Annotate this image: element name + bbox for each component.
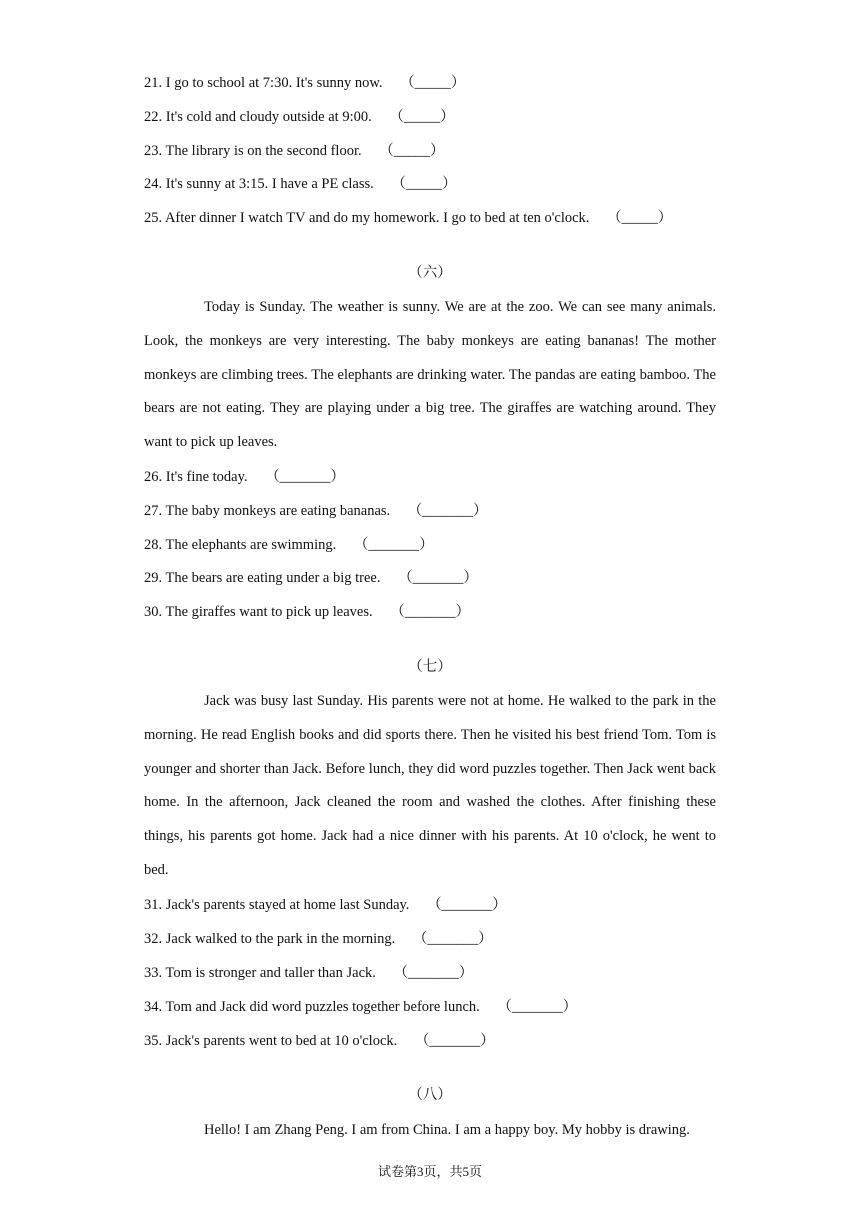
question-number: 21. <box>144 75 163 91</box>
question-number: 34. <box>144 999 163 1015</box>
question-text: Tom and Jack did word puzzles together before lunch. <box>165 999 480 1015</box>
question-number: 28. <box>144 537 163 553</box>
question-number: 22. <box>144 109 163 125</box>
section-title: （八） <box>408 1087 452 1103</box>
question-number: 27. <box>144 503 163 519</box>
answer-blank[interactable]: （_____） <box>400 75 466 91</box>
question-text: It's fine today. <box>165 469 248 485</box>
page-footer: 试卷第3页，共5页 <box>377 1164 482 1179</box>
question-35 <box>144 1031 495 1051</box>
question-text: The baby monkeys are eating bananas. <box>165 503 391 519</box>
question-text: The elephants are swimming. <box>165 537 337 553</box>
reading-passage: Today is Sunday. The weather is sunny. We are at the zoo. We can see many animals. Look, the monkeys are very interesting. The baby monkeys are eating bananas! The mother monkeys are climbing trees. The elephants are drinking water. The pandas are eating bamboo. The bears are not eating. They are playing under a big tree. The giraffes are watching around. They want to pick up leaves. <box>144 299 716 451</box>
answer-blank[interactable]: （_______） <box>265 469 345 485</box>
answer-blank[interactable]: （_______） <box>427 897 507 913</box>
question-number: 26. <box>144 469 163 485</box>
question-30 <box>144 602 470 622</box>
answer-blank[interactable]: （_____） <box>379 143 445 159</box>
question-27 <box>144 501 488 521</box>
question-text: The bears are eating under a big tree. <box>165 570 381 586</box>
question-text: Jack's parents stayed at home last Sunday. <box>165 897 410 913</box>
answer-blank[interactable]: （_____） <box>389 109 455 125</box>
question-number: 30. <box>144 604 163 620</box>
question-34 <box>144 997 577 1017</box>
question-number: 35. <box>144 1033 163 1049</box>
question-28 <box>144 535 434 555</box>
question-26 <box>144 467 345 487</box>
answer-blank[interactable]: （_______） <box>398 570 478 586</box>
question-number: 33. <box>144 965 163 981</box>
question-text: After dinner I watch TV and do my homework. I go to bed at ten o'clock. <box>164 210 590 226</box>
question-text: It's sunny at 3:15. I have a PE class. <box>165 176 374 192</box>
answer-blank[interactable]: （_______） <box>497 999 578 1015</box>
section-title: （六） <box>408 265 452 281</box>
question-number: 31. <box>144 897 163 913</box>
answer-blank[interactable]: （_____） <box>607 210 673 226</box>
reading-passage: Jack was busy last Sunday. His parents were not at home. He walked to the park in the morning. He read English books and did sports there. Then he visited his best friend Tom. Tom is younger and shorter than Jack. Before lunch, they did word puzzles together. Then Jack went back home. In the afternoon, Jack cleaned the room and washed the clothes. After finishing these things, his parents got home. Jack had a nice dinner with his parents. At 10 o'clock, he went to bed. <box>144 693 716 878</box>
question-23 <box>144 141 444 161</box>
section-title: （七） <box>408 659 452 675</box>
question-24 <box>144 174 457 194</box>
question-number: 24. <box>144 176 163 192</box>
question-21 <box>144 73 465 93</box>
question-number: 25. <box>144 210 163 226</box>
question-29 <box>144 568 478 588</box>
question-text: It's cold and cloudy outside at 9:00. <box>165 109 372 125</box>
answer-blank[interactable]: （_______） <box>353 537 434 553</box>
answer-blank[interactable]: （_______） <box>412 931 493 947</box>
question-25 <box>144 208 672 228</box>
answer-blank[interactable]: （_______） <box>414 1033 495 1049</box>
question-text: Jack's parents went to bed at 10 o'clock. <box>165 1033 398 1049</box>
answer-blank[interactable]: （_______） <box>393 965 474 981</box>
question-text: The giraffes want to pick up leaves. <box>165 604 373 620</box>
question-text: Jack walked to the park in the morning. <box>165 931 396 947</box>
question-number: 29. <box>144 570 163 586</box>
answer-blank[interactable]: （_____） <box>391 176 457 192</box>
question-text: The library is on the second floor. <box>165 143 362 159</box>
question-33 <box>144 963 473 983</box>
question-22 <box>144 107 455 127</box>
question-31 <box>144 895 507 915</box>
answer-blank[interactable]: （_______） <box>407 503 488 519</box>
question-text: I go to school at 7:30. It's sunny now. <box>165 75 383 91</box>
question-32 <box>144 929 493 949</box>
question-number: 32. <box>144 931 163 947</box>
question-text: Tom is stronger and taller than Jack. <box>165 965 376 981</box>
question-number: 23. <box>144 143 163 159</box>
answer-blank[interactable]: （_______） <box>390 604 470 620</box>
reading-passage: Hello! I am Zhang Peng. I am from China. I am a happy boy. My hobby is drawing. <box>204 1122 690 1138</box>
